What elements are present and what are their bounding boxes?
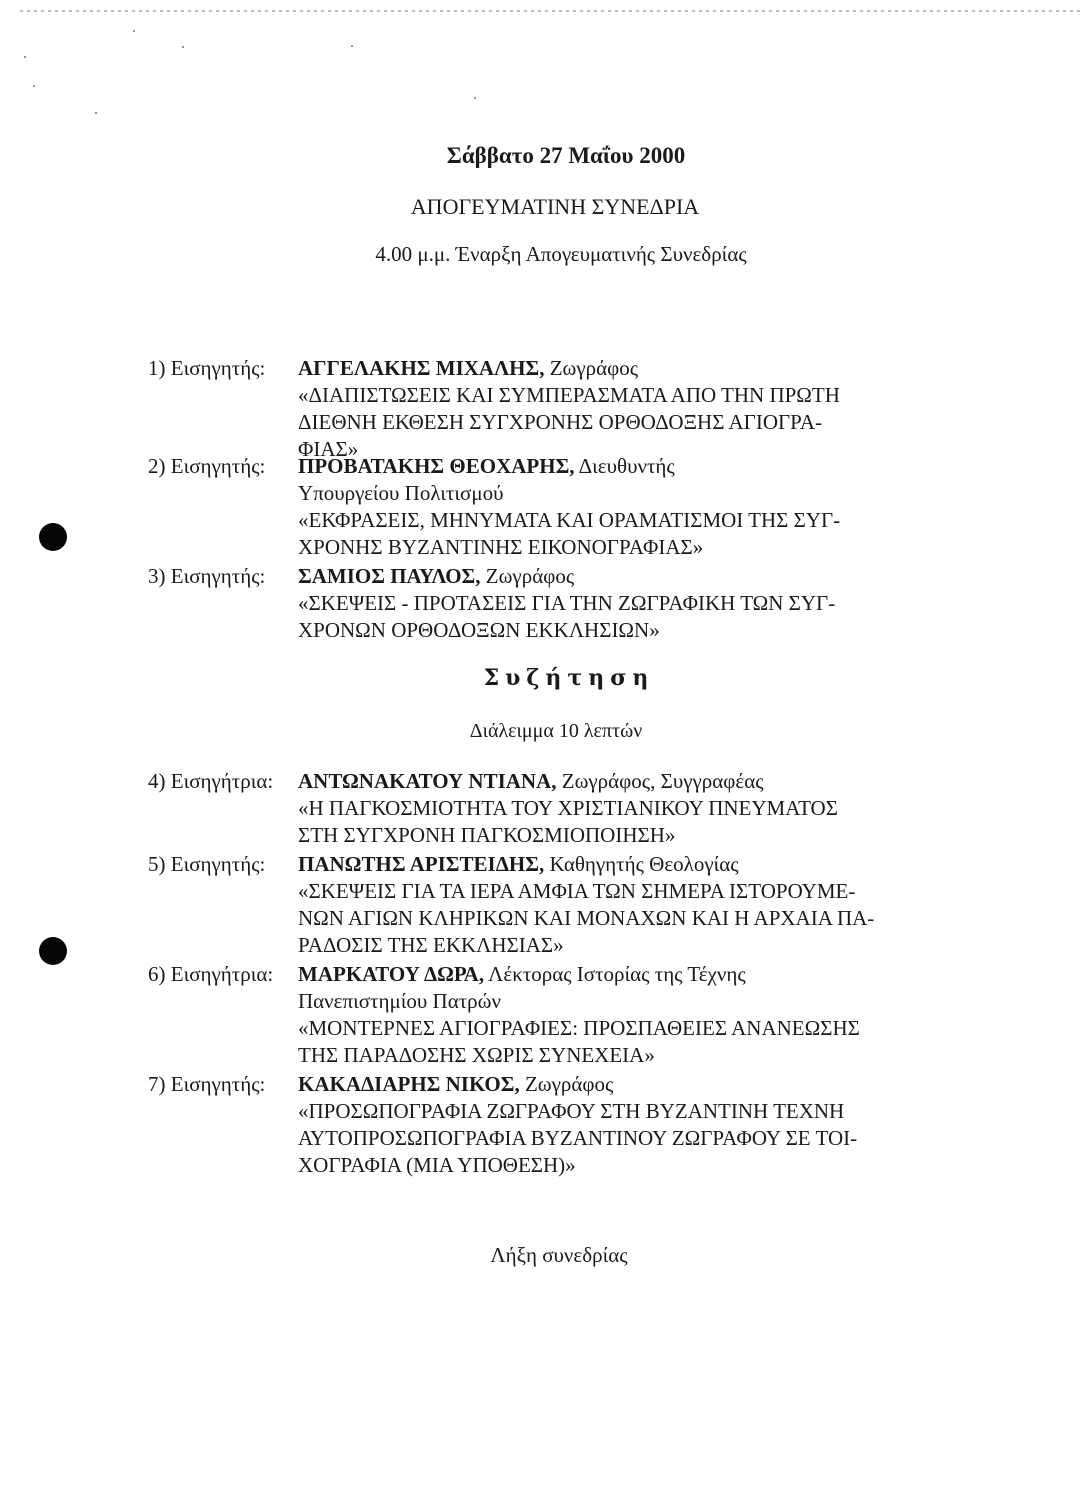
speaker-role: 1) Εισηγητής:: [148, 356, 266, 380]
session-closing: Λήξη συνεδρίας: [490, 1243, 628, 1267]
scan-speck: [33, 85, 35, 87]
talk-title-line: ΑΥΤΟΠΡΟΣΩΠΟΓΡΑΦΙΑ ΒΥΖΑΝΤΙΝΟΥ ΖΩΓΡΑΦΟΥ ΣΕ ΤΟΙ-: [298, 1126, 858, 1150]
speaker-name: ΠΡΟΒΑΤΑΚΗΣ ΘΕΟΧΑΡΗΣ,: [298, 454, 575, 478]
speaker-name: ΠΑΝΩΤΗΣ ΑΡΙΣΤΕΙΔΗΣ,: [298, 852, 545, 876]
talk-title-line: ΔΙΕΘΝΗ ΕΚΘΕΣΗ ΣΥΓΧΡΟΝΗΣ ΟΡΘΟΔΟΞΗΣ ΑΓΙΟΓΡΑ-: [298, 410, 823, 434]
scan-speck: [133, 30, 135, 32]
talk-title-line: «ΣΚΕΨΕΙΣ - ΠΡΟΤΑΣΕΙΣ ΓΙΑ ΤΗΝ ΖΩΓΡΑΦΙΚΗ ΤΩΝ ΣΥΓ-: [298, 591, 836, 615]
speaker-entry: [148, 453, 978, 561]
talk-title-line: ΣΤΗ ΣΥΓΧΡΟΝΗ ΠΑΓΚΟΣΜΙΟΠΟΙΗΣΗ»: [298, 823, 676, 847]
talk-title-line: ΧΡΟΝΩΝ ΟΡΘΟΔΟΞΩΝ ΕΚΚΛΗΣΙΩΝ»: [298, 618, 660, 642]
scan-speck: [182, 46, 184, 48]
speaker-role: 4) Εισηγήτρια:: [148, 769, 274, 793]
speaker-role: 5) Εισηγητής:: [148, 852, 266, 876]
speaker-entry: [148, 851, 978, 959]
talk-title-line: ΡΑΔΟΣΙΣ ΤΗΣ ΕΚΚΛΗΣΙΑΣ»: [298, 933, 564, 957]
speaker-affiliation: Διευθυντής: [574, 454, 675, 478]
speaker-affiliation: Ζωγράφος: [544, 356, 639, 380]
talk-title-line: ΧΡΟΝΗΣ ΒΥΖΑΝΤΙΝΗΣ ΕΙΚΟΝΟΓΡΑΦΙΑΣ»: [298, 535, 704, 559]
speaker-entry: [148, 961, 978, 1069]
speaker-entry: [148, 1071, 978, 1179]
talk-title-line: ΦΙΑΣ»: [298, 437, 359, 461]
talk-title-line: «ΣΚΕΨΕΙΣ ΓΙΑ ΤΑ ΙΕΡΑ ΑΜΦΙΑ ΤΩΝ ΣΗΜΕΡΑ ΙΣΤΟΡΟΥΜΕ-: [298, 879, 856, 903]
talk-title-line: ΧΟΓΡΑΦΙΑ (ΜΙΑ ΥΠΟΘΕΣΗ)»: [298, 1153, 576, 1177]
talk-title-line: «ΜΟΝΤΕΡΝΕΣ ΑΓΙΟΓΡΑΦΙΕΣ: ΠΡΟΣΠΑΘΕΙΕΣ ΑΝΑΝΕΩΣΗΣ: [298, 1016, 860, 1040]
speaker-name: ΑΓΓΕΛΑΚΗΣ ΜΙΧΑΛΗΣ,: [298, 356, 545, 380]
break-notice: Διάλειμμα 10 λεπτών: [469, 720, 643, 742]
document-date: Σάββατο 27 Μαΐου 2000: [446, 143, 686, 168]
speaker-role: 7) Εισηγητής:: [148, 1072, 266, 1096]
speaker-affiliation-line2: Πανεπιστημίου Πατρών: [298, 989, 501, 1013]
speaker-name: ΣΑΜΙΟΣ ΠΑΥΛΟΣ,: [298, 564, 481, 588]
speaker-role: 3) Εισηγητής:: [148, 564, 266, 588]
talk-title-line: ΤΗΣ ΠΑΡΑΔΟΣΗΣ ΧΩΡΙΣ ΣΥΝΕΧΕΙΑ»: [298, 1043, 655, 1067]
talk-title-line: «ΔΙΑΠΙΣΤΩΣΕΙΣ ΚΑΙ ΣΥΜΠΕΡΑΣΜΑΤΑ ΑΠΟ ΤΗΝ ΠΡΩΤΗ: [298, 383, 840, 407]
scan-speck: [351, 45, 353, 47]
punch-hole: [39, 937, 67, 965]
session-opening: 4.00 μ.μ. Έναρξη Απογευματινής Συνεδρίας: [375, 242, 747, 266]
punch-hole: [39, 523, 67, 551]
talk-title-line: ΝΩΝ ΑΓΙΩΝ ΚΛΗΡΙΚΩΝ ΚΑΙ ΜΟΝΑΧΩΝ ΚΑΙ Η ΑΡΧΑΙΑ ΠΑ-: [298, 906, 875, 930]
speaker-affiliation: Ζωγράφος: [480, 564, 575, 588]
speaker-name: ΜΑΡΚΑΤΟΥ ΔΩΡΑ,: [298, 962, 485, 986]
scan-speck: [95, 112, 97, 114]
talk-title-line: «ΕΚΦΡΑΣΕΙΣ, ΜΗΝΥΜΑΤΑ ΚΑΙ ΟΡΑΜΑΤΙΣΜΟΙ ΤΗΣ ΣΥΓ-: [298, 508, 841, 532]
speaker-affiliation: Λέκτορας Ιστορίας της Τέχνης: [484, 962, 746, 986]
speaker-role: 2) Εισηγητής:: [148, 454, 266, 478]
speaker-affiliation: Ζωγράφος: [519, 1072, 614, 1096]
discussion-heading: Συζήτηση: [483, 665, 655, 691]
scan-edge-artifact: [20, 10, 1080, 12]
speaker-name: ΚΑΚΑΔΙΑΡΗΣ ΝΙΚΟΣ,: [298, 1072, 520, 1096]
scan-speck: [24, 56, 26, 58]
talk-title-line: «ΠΡΟΣΩΠΟΓΡΑΦΙΑ ΖΩΓΡΑΦΟΥ ΣΤΗ ΒΥΖΑΝΤΙΝΗ ΤΕΧΝΗ: [298, 1099, 845, 1123]
speaker-entry: [148, 355, 978, 463]
scan-speck: [474, 97, 476, 99]
session-title: ΑΠΟΓΕΥΜΑΤΙΝΗ ΣΥΝΕΔΡΙΑ: [410, 194, 700, 219]
talk-title-line: «Η ΠΑΓΚΟΣΜΙΟΤΗΤΑ ΤΟΥ ΧΡΙΣΤΙΑΝΙΚΟΥ ΠΝΕΥΜΑΤΟΣ: [298, 796, 838, 820]
speaker-name: ΑΝΤΩΝΑΚΑΤΟΥ ΝΤΙΑΝΑ,: [298, 769, 557, 793]
speaker-affiliation: Ζωγράφος, Συγγραφέας: [556, 769, 764, 793]
speaker-affiliation-line2: Υπουργείου Πολιτισμού: [298, 481, 504, 505]
speaker-entry: [148, 768, 978, 849]
speaker-affiliation: Καθηγητής Θεολογίας: [544, 852, 739, 876]
speaker-role: 6) Εισηγήτρια:: [148, 962, 274, 986]
speaker-entry: [148, 563, 978, 644]
